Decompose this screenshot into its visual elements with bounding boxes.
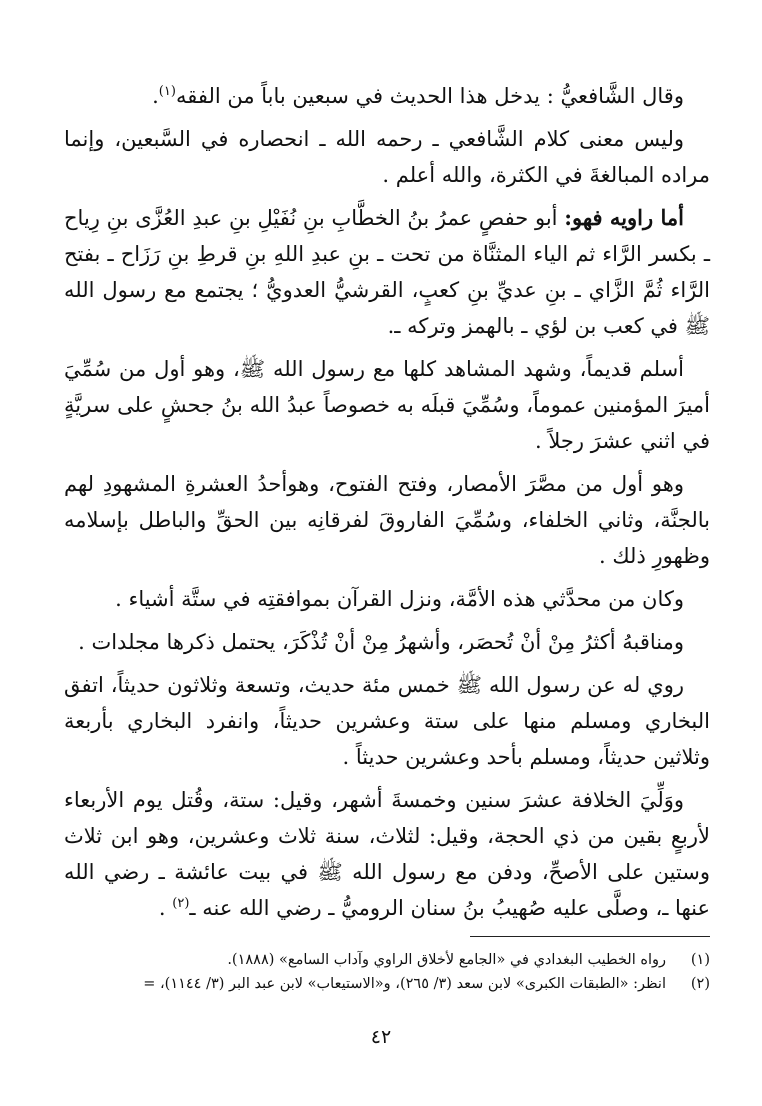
footnote-ref-1[interactable]: (١): [158, 84, 176, 99]
footnote-separator: [470, 936, 710, 937]
paragraph-text: أسلم قديماً، وشهد المشاهد كلها مع رسول الله ﷺ، وهو أول من سُمِّيَ أميرَ المؤمنين عموماً، وسُمِّيَ قبلَه به خصوصاً عبدُ الله بنُ جحشٍ على سريَّةٍ في اثني عشرَ رجلاً .: [64, 357, 710, 453]
paragraph-hadith-count: [64, 667, 710, 775]
paragraph-islam: [64, 351, 710, 459]
paragraph-text: أبو حفصٍ عمرُ بنُ الخطَّابِ بنِ نُفَيْلِ بنِ عبدِ العُزَّى بنِ رِياح ـ بكسر الرَّاء ثم الياء المثنَّاة من تحت ـ بنِ عبدِ اللهِ بنِ قرطِ بنِ رَزَاح ـ بفتح الرَّاء ثُمَّ الزَّاي ـ بنِ عديِّ بنِ كعبٍ، القرشيُّ العدويُّ ؛ يجتمع مع رسول الله ﷺ في كعب بن لؤي ـ بالهمز وتركه ـ.: [64, 206, 710, 338]
paragraph-text: ومناقبهُ أكثرُ مِنْ أنْ تُحصَر، وأشهرُ مِنْ أنْ تُذْكَرَ، يحتمل ذكرها مجلدات .: [78, 630, 684, 654]
paragraph-tail: .: [158, 896, 173, 920]
footnote-text: رواه الخطيب البغدادي في «الجامع لأخلاق الراوي وآداب السامع» (١٨٨٨).: [227, 952, 666, 968]
paragraph-muhaddath: [64, 581, 710, 617]
paragraph-text: روي له عن رسول الله ﷺ خمس مئة حديث، وتسعة وثلاثون حديثاً، اتفق البخاري ومسلم منها على ستة وعشرين حديثاً، وانفرد البخاري بأربعة وثلاثين حديثاً، ومسلم بأحد وعشرين حديثاً .: [64, 673, 710, 769]
footnote-number: (١): [690, 952, 710, 968]
paragraph-text: ووَلِّيَ الخلافة عشرَ سنين وخمسةَ أشهر، وقيل: ستة، وقُتل يوم الأربعاء لأربعٍ بقين من ذي الحجة، وقيل: لثلاث، سنة ثلاث وعشرين، وهو ابن ثلاث وستين على الأصحِّ، ودفن مع رسول الله ﷺ في بيت عائشة ـ رضي الله عنها ـ، وصلَّى عليه صُهيبُ بنُ سنان الروميُّ ـ رضي الله عنه ـ: [64, 788, 710, 920]
footnote-number: (٢): [690, 976, 710, 992]
paragraph-tail: .: [152, 84, 159, 108]
footnote-1: [52, 948, 710, 972]
paragraph-text: وقال الشَّافعيُّ : يدخل هذا الحديث في سبعين باباً من الفقه: [175, 84, 684, 108]
paragraph-shafii-quote: [64, 78, 710, 114]
paragraph-virtues: [64, 624, 710, 660]
paragraph-text: وليس معنى كلام الشَّافعي ـ رحمه الله ـ انحصاره في السَّبعين، وإنما مراده المبالغةَ في الكثرة، والله أعلم .: [64, 127, 710, 187]
paragraph-meaning: [64, 121, 710, 193]
footnote-text: انظر: «الطبقات الكبرى» لابن سعد (٣/ ٢٦٥)، و«الاستيعاب» لابن عبد البر (٣/ ١١٤٤)، =: [143, 976, 666, 992]
footnote-2: [52, 972, 710, 996]
narrator-heading: أما راويه فهو:: [564, 205, 684, 230]
footnotes: [52, 948, 710, 996]
paragraph-achievements: [64, 466, 710, 574]
main-text: [64, 78, 710, 933]
paragraph-caliphate: [64, 782, 710, 926]
paragraph-text: وكان من محدَّثي هذه الأمَّة، ونزل القرآن بموافقتِه في ستَّة أشياء .: [115, 587, 684, 611]
paragraph-narrator: [64, 200, 710, 344]
footnote-ref-2[interactable]: (٢): [172, 896, 190, 911]
paragraph-text: وهو أول من مصَّرَ الأمصار، وفتح الفتوح، وهوأحدُ العشرةِ المشهودِ لهم بالجنَّة، وثاني الخلفاء، وسُمِّيَ الفاروقَ لفرقانِه بين الحقِّ والباطل بإسلامه وظهورِ ذلك .: [64, 472, 710, 568]
page-number: ٤٢: [370, 1026, 392, 1048]
